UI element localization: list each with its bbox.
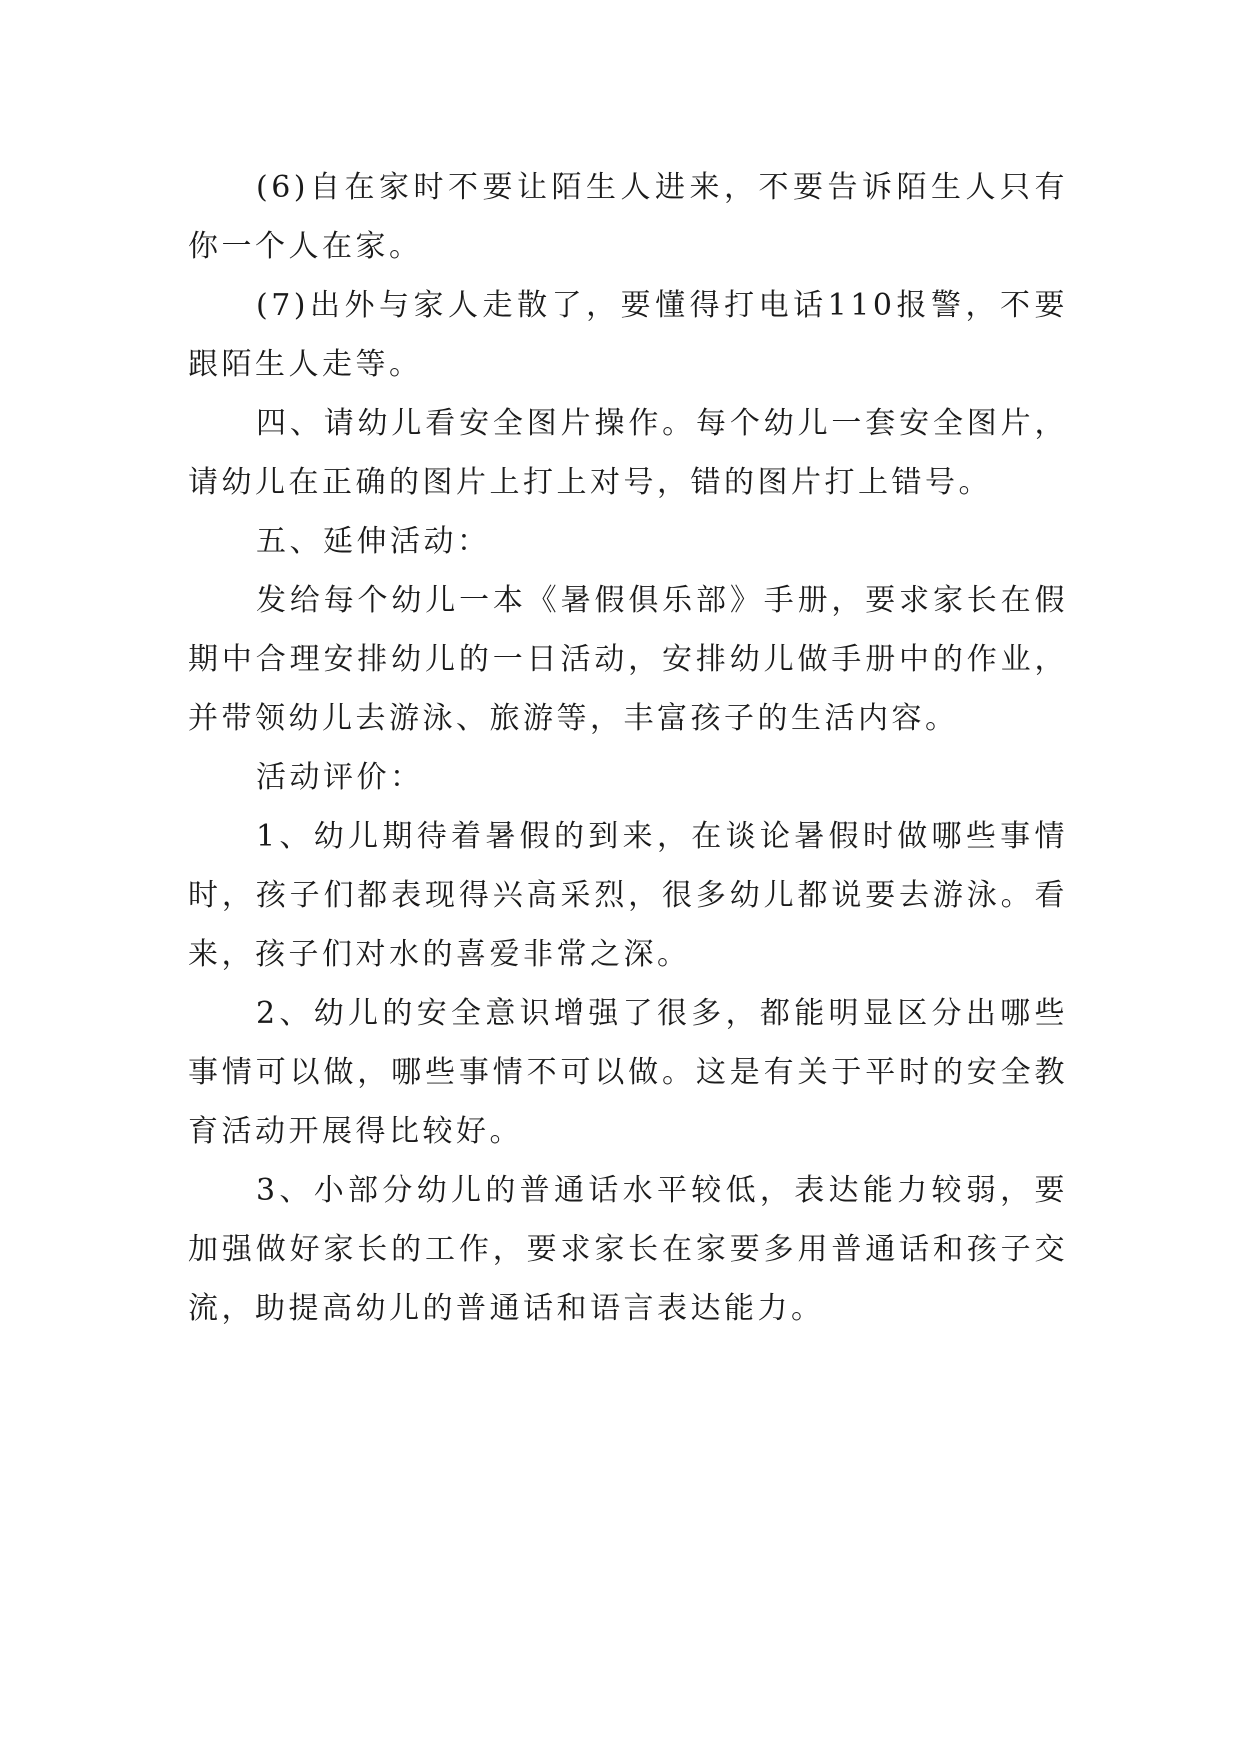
paragraph-stranger-at-home: (6)自在家时不要让陌生人进来，不要告诉陌生人只有你一个人在家。: [188, 170, 1068, 264]
paragraph-evaluation-1: 1、幼儿期待着暑假的到来，在谈论暑假时做哪些事情时，孩子们都表现得兴高采烈，很多幼儿都说要去游泳。看来，孩子们对水的喜爱非常之深。: [188, 819, 1068, 972]
document-body: [188, 158, 1068, 1338]
paragraph-safety-pictures: 四、请幼儿看安全图片操作。每个幼儿一套安全图片，请幼儿在正确的图片上打上对号，错的图片打上错号。: [188, 406, 1068, 500]
paragraph-lost-call-110: (7)出外与家人走散了，要懂得打电话110报警，不要跟陌生人走等。: [188, 288, 1068, 382]
paragraph-summer-club: 发给每个幼儿一本《暑假俱乐部》手册，要求家长在假期中合理安排幼儿的一日活动，安排幼儿做手册中的作业，并带领幼儿去游泳、旅游等，丰富孩子的生活内容。: [188, 583, 1068, 736]
paragraph-evaluation-2: 2、幼儿的安全意识增强了很多，都能明显区分出哪些事情可以做，哪些事情不可以做。这是有关于平时的安全教育活动开展得比较好。: [188, 996, 1068, 1149]
section-heading-evaluation: 活动评价：: [256, 760, 424, 795]
section-heading-extension: 五、延伸活动：: [256, 524, 491, 559]
paragraph-evaluation-3: 3、小部分幼儿的普通话水平较低，表达能力较弱，要加强做好家长的工作，要求家长在家要多用普通话和孩子交流，助提高幼儿的普通话和语言表达能力。: [188, 1173, 1068, 1326]
